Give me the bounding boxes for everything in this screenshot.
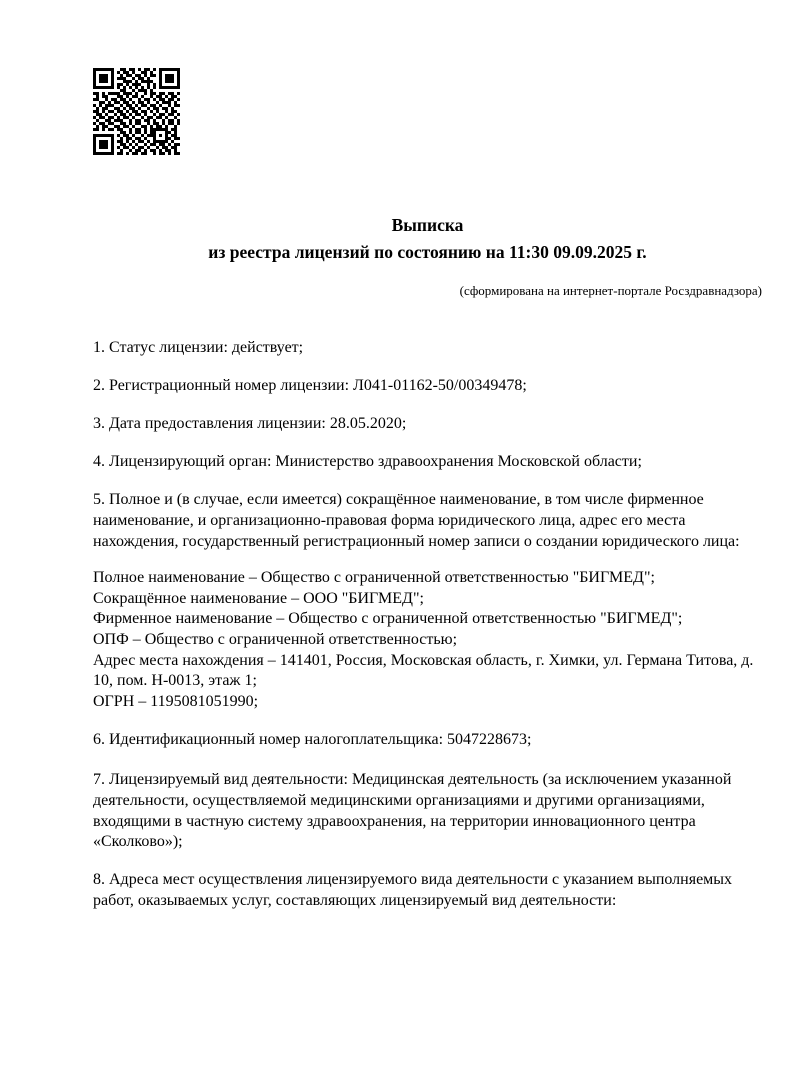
qr-code-container <box>93 0 762 155</box>
org-ogrn: ОГРН – 1195081051990; <box>93 692 259 710</box>
paragraph-licensed-activity: 7. Лицензируемый вид деятельности: Медицинская деятельность (за исключением указанной деятельности, осуществляемой медицинскими организациями и другими организациями, входящими в частную систему здравоохранения, на территории инновационного центра «Сколково»); <box>93 771 732 851</box>
org-legal-form: ОПФ – Общество с ограниченной ответственностью; <box>93 630 458 648</box>
org-address: Адрес места нахождения – 141401, Россия, Московская область, г. Химки, ул. Германа Титова, д. 10, пом. Н-0013, этаж 1; <box>93 651 754 690</box>
document-title-line2: из реестра лицензий по состоянию на 11:30 09.09.2025 г. <box>208 242 647 262</box>
paragraph-registration-number: 2. Регистрационный номер лицензии: Л041-01162-50/00349478; <box>93 377 527 395</box>
org-short-name: Сокращённое наименование – ООО "БИГМЕД"; <box>93 589 424 607</box>
org-brand-name: Фирменное наименование – Общество с ограниченной ответственностью "БИГМЕД"; <box>93 610 683 628</box>
document-title-line1: Выписка <box>391 215 464 235</box>
org-details-block <box>93 568 762 712</box>
paragraph-entity-naming-intro: 5. Полное и (в случае, если имеется) сокращённое наименование, в том числе фирменное наименование, и организационно-правовая форма юридического лица, адрес его места нахождения, государственный регистрационный номер записи о создании юридического лица: <box>93 491 740 550</box>
paragraph-licensing-authority: 4. Лицензирующий орган: Министерство здравоохранения Московской области; <box>93 453 642 471</box>
org-full-name: Полное наименование – Общество с ограниченной ответственностью "БИГМЕД"; <box>93 569 655 587</box>
paragraph-license-date: 3. Дата предоставления лицензии: 28.05.2020; <box>93 415 407 433</box>
qr-code <box>93 68 762 160</box>
formation-note: (сформирована на интернет-портале Росздравнадзора) <box>459 283 762 298</box>
paragraph-license-status: 1. Статус лицензии: действует; <box>93 339 304 356</box>
paragraph-inn: 6. Идентификационный номер налогоплательщика: 5047228673; <box>93 730 532 748</box>
document-title <box>93 212 762 266</box>
paragraph-activity-addresses-intro: 8. Адреса мест осуществления лицензируемого вида деятельности с указанием выполняемых работ, оказываемых услуг, составляющих лицензируемый вид деятельности: <box>93 871 733 909</box>
